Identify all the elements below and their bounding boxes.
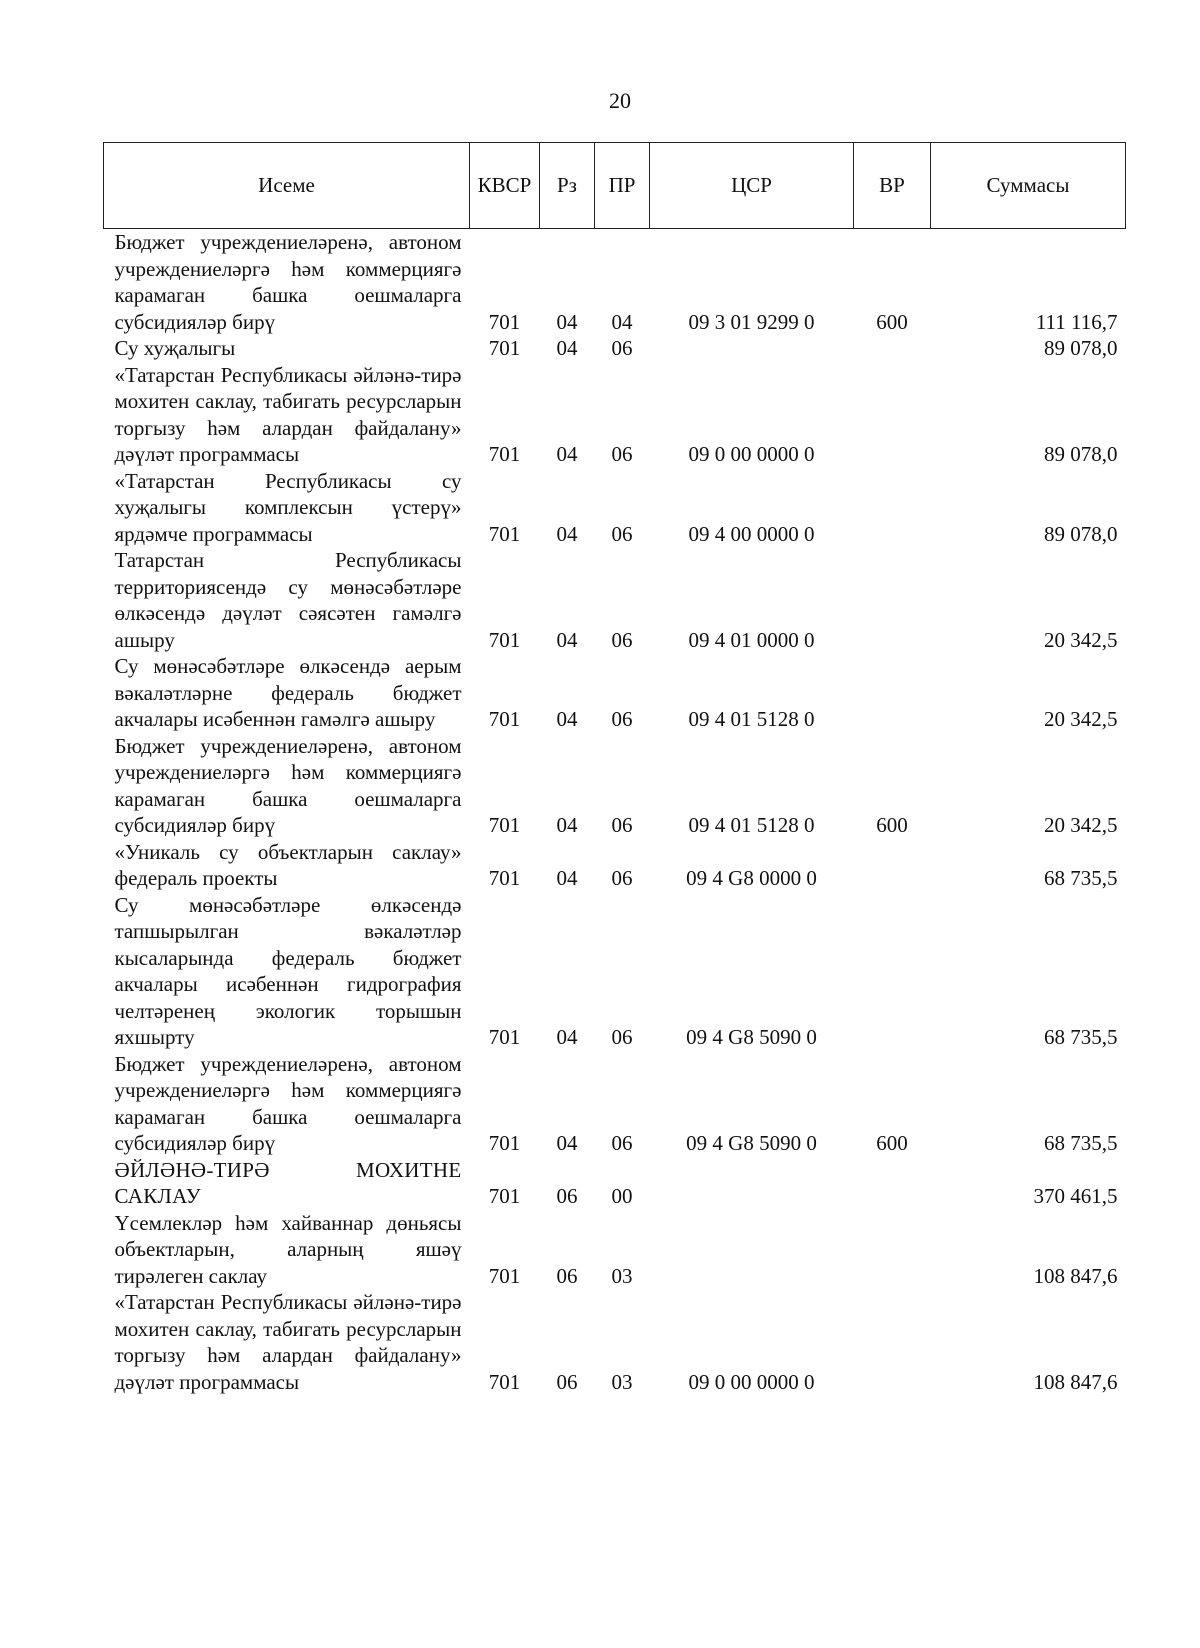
row-kvsr: 701 [488, 627, 521, 652]
row-pr: 00 [611, 1184, 633, 1208]
row-kvsr: 701 [488, 1369, 521, 1394]
row-vr [854, 547, 931, 653]
row-kvsr: 701 [488, 1184, 521, 1208]
row-vr: 600 [876, 1131, 908, 1155]
row-vr [854, 1210, 931, 1290]
table-row [104, 1210, 1126, 1290]
row-csr [650, 1210, 854, 1290]
row-kvsr: 701 [488, 707, 521, 731]
row-kvsr: 701 [488, 866, 521, 890]
row-name: Татарстан Республикасы территориясендә су мөнәсәбәтләре өлкәсендә дәүләт сәясәтен гамәлгә ашыру [114, 548, 462, 652]
table-row [104, 1051, 1126, 1157]
budget-table [103, 142, 1126, 1395]
row-csr: 09 0 00 0000 0 [688, 442, 815, 466]
row-vr: 600 [876, 813, 908, 837]
row-rz: 04 [556, 336, 578, 360]
row-sum: 370 461,5 [1033, 1184, 1118, 1208]
header-kvsr: КВСР [470, 143, 540, 229]
row-pr: 06 [611, 707, 633, 731]
row-pr: 06 [611, 521, 633, 546]
table-row [104, 653, 1126, 733]
table-row [104, 547, 1126, 653]
table-row [104, 229, 1126, 336]
row-kvsr: 701 [488, 1131, 521, 1155]
row-vr [854, 1289, 931, 1395]
row-name: Бюджет учреждениеләренә, автоном учреждениеләргә һәм коммерциягә карамаган башка оешмаларга субсидияләр бирү [114, 733, 462, 837]
table-header [104, 143, 1126, 229]
table-row [104, 1157, 1126, 1210]
row-pr: 06 [611, 1131, 633, 1155]
row-rz: 04 [556, 521, 578, 546]
row-kvsr: 701 [488, 813, 521, 837]
row-sum: 108 847,6 [1033, 1263, 1118, 1288]
row-rz: 04 [556, 813, 578, 837]
row-sum: 89 078,0 [1044, 521, 1118, 546]
row-sum: 20 342,5 [1044, 707, 1118, 731]
row-sum: 111 116,7 [1035, 309, 1118, 334]
row-name: Бюджет учреждениеләренә, автоном учреждениеләргә һәм коммерциягә карамаган башка оешмаларга субсидияләр бирү [114, 230, 462, 334]
row-sum: 68 735,5 [1044, 1131, 1118, 1155]
header-sum: Суммасы [931, 143, 1126, 229]
row-sum: 20 342,5 [1044, 627, 1118, 652]
row-vr [854, 892, 931, 1051]
header-name: Исеме [104, 143, 470, 229]
row-name: Су мөнәсәбәтләре өлкәсендә тапшырылган вәкаләтләр кысаларында федераль бюджет акчалары исәбеннән гидрография челтәренең экологик торышын яхшырту [114, 892, 462, 1049]
row-name: Су мөнәсәбәтләре өлкәсендә аерым вәкаләтләрне федераль бюджет акчалары исәбеннән гамәлгә ашыру [114, 654, 462, 731]
header-rz: Рз [540, 143, 595, 229]
table-row [104, 468, 1126, 548]
table-row [104, 892, 1126, 1051]
table-row [104, 839, 1126, 892]
row-vr [854, 335, 931, 362]
row-kvsr: 701 [488, 1025, 521, 1049]
row-name: Бюджет учреждениеләренә, автоном учреждениеләргә һәм коммерциягә карамаган башка оешмаларга субсидияләр бирү [114, 1051, 462, 1155]
row-pr: 04 [611, 309, 633, 334]
row-pr: 06 [611, 1025, 633, 1049]
row-csr: 09 4 01 5128 0 [688, 813, 815, 837]
row-sum: 89 078,0 [1044, 442, 1118, 466]
row-pr: 06 [611, 442, 633, 466]
row-csr: 09 4 01 5128 0 [688, 707, 815, 731]
row-csr: 09 4 00 0000 0 [688, 521, 815, 546]
row-vr [854, 839, 931, 892]
row-rz: 06 [556, 1263, 578, 1288]
row-name: «Татарстан Республикасы әйләнә-тирә мохитен саклау, табигать ресурсларын торгызу һәм алардан файдалану» дәүләт программасы [114, 1290, 462, 1394]
row-csr [650, 1157, 854, 1210]
row-csr: 09 4 01 0000 0 [688, 627, 815, 652]
row-name: Су хуҗалыгы [114, 336, 236, 360]
row-name: ӘЙЛӘНӘ-ТИРӘ МОХИТНЕ САКЛАУ [114, 1157, 462, 1208]
row-sum: 68 735,5 [1044, 866, 1118, 890]
row-kvsr: 701 [488, 336, 521, 360]
row-name: Үсемлекләр һәм хайваннар дөньясы объектларын, аларның яшәү тирәлеген саклау [114, 1210, 462, 1288]
row-kvsr: 701 [488, 442, 521, 466]
row-vr [854, 653, 931, 733]
row-csr: 09 4 G8 5090 0 [686, 1131, 817, 1155]
row-pr: 06 [611, 627, 633, 652]
row-rz: 04 [556, 707, 578, 731]
row-rz: 04 [556, 627, 578, 652]
row-kvsr: 701 [488, 1263, 521, 1288]
row-vr [854, 362, 931, 468]
row-pr: 06 [611, 813, 633, 837]
row-rz: 06 [556, 1369, 578, 1394]
row-csr: 09 4 G8 0000 0 [686, 866, 817, 890]
row-csr: 09 3 01 9299 0 [688, 309, 815, 334]
row-rz: 04 [556, 309, 578, 334]
row-vr [854, 1157, 931, 1210]
table-row [104, 362, 1126, 468]
row-name: «Уникаль су объектларын саклау» федераль проекты [114, 839, 462, 890]
row-sum: 68 735,5 [1044, 1025, 1118, 1049]
row-rz: 04 [556, 866, 578, 890]
row-rz: 04 [556, 442, 578, 466]
row-sum: 20 342,5 [1044, 813, 1118, 837]
row-name: «Татарстан Республикасы әйләнә-тирә мохитен саклау, табигать ресурсларын торгызу һәм алардан файдалану» дәүләт программасы [114, 362, 462, 466]
row-vr [854, 468, 931, 548]
row-csr [650, 335, 854, 362]
table-row [104, 1289, 1126, 1395]
row-pr: 03 [611, 1263, 633, 1288]
header-csr: ЦСР [650, 143, 854, 229]
page-number: 20 [609, 88, 631, 113]
row-rz: 04 [556, 1131, 578, 1155]
table-body [104, 229, 1126, 1396]
row-pr: 06 [611, 866, 633, 890]
row-vr: 600 [876, 309, 908, 334]
row-rz: 06 [556, 1184, 578, 1208]
header-vr: ВР [854, 143, 931, 229]
header-pr: ПР [595, 143, 650, 229]
row-name: «Татарстан Республикасы су хуҗалыгы комплексын үстерү» ярдәмче программасы [114, 468, 462, 546]
table-row [104, 733, 1126, 839]
row-csr: 09 0 00 0000 0 [688, 1369, 815, 1394]
row-pr: 06 [611, 336, 633, 360]
row-kvsr: 701 [488, 309, 521, 334]
row-csr: 09 4 G8 5090 0 [686, 1025, 817, 1049]
row-sum: 108 847,6 [1033, 1369, 1118, 1394]
row-kvsr: 701 [488, 521, 521, 546]
row-sum: 89 078,0 [1044, 336, 1118, 360]
table-row [104, 335, 1126, 362]
row-rz: 04 [556, 1025, 578, 1049]
row-pr: 03 [611, 1369, 633, 1394]
